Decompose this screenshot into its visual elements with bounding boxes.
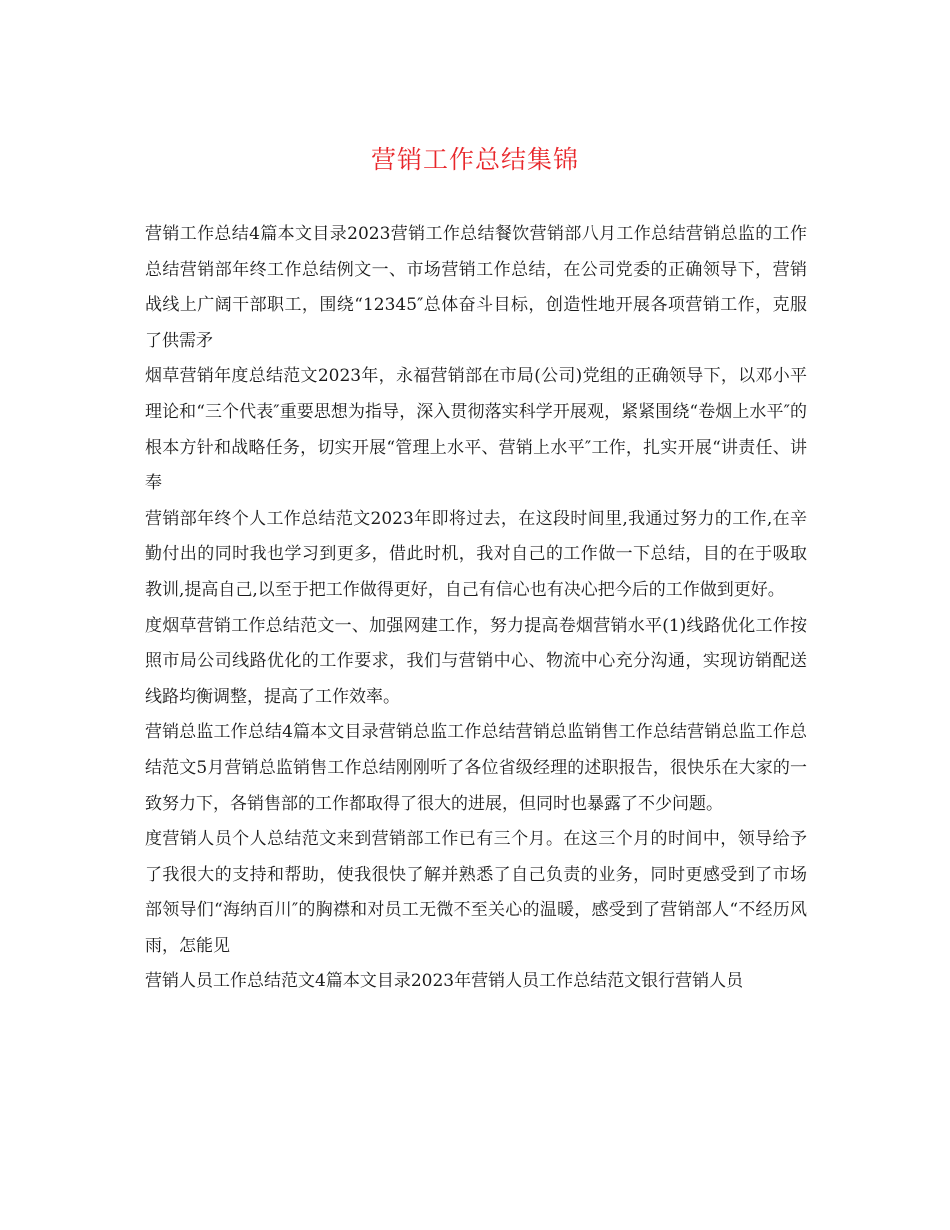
paragraph-3: 营销部年终个人工作总结范文2023年即将过去，在这段时间里,我通过努力的工作,在辛勤付出的同时我也学习到更多，借此时机，我对自己的工作做一下总结，目的在于吸取教训,提高自己,以至于把工作做得更好，自己有信心也有决心把今后的工作做到更好。 [145, 508, 807, 600]
paragraph-6: 度营销人员个人总结范文来到营销部工作已有三个月。在这三个月的时间中，领导给予了我很大的支持和帮助，使我很快了解并熟悉了自己负责的业务，同时更感受到了市场部领导们“海纳百川″的胸襟和对员工无微不至关心的温暖，感受到了营销部人“不经历风雨，怎能见 [145, 829, 807, 956]
paragraph-4: 度烟草营销工作总结范文一、加强网建工作，努力提高卷烟营销水平(1)线路优化工作按照市局公司线路优化的工作要求，我们与营销中心、物流中心充分沟通，实现访销配送线路均衡调整，提高了工作效率。 [145, 615, 807, 707]
paragraph-1: 营销工作总结4篇本文目录2023营销工作总结餐饮营销部八月工作总结营销总监的工作总结营销部年终工作总结例文一、市场营销工作总结，在公司党委的正确领导下，营销战线上广阔干部职工，围绕“12345″总体奋斗目标，创造性地开展各项营销工作，克服了供需矛 [145, 224, 807, 351]
paragraph-7: 营销人员工作总结范文4篇本文目录2023年营销人员工作总结范文银行营销人员 [145, 971, 744, 992]
paragraph-2: 烟草营销年度总结范文2023年，永福营销部在市局(公司)党组的正确领导下，以邓小平理论和“三个代表″重要思想为指导，深入贯彻落实科学开展观，紧紧围绕“卷烟上水平″的根本方针和战略任务，切实开展“管理上水平、营销上水平″工作，扎实开展“讲责任、讲奉 [145, 366, 807, 494]
document-body [145, 217, 807, 1000]
paragraph-5: 营销总监工作总结4篇本文目录营销总监工作总结营销总监销售工作总结营销总监工作总结范文5月营销总监销售工作总结刚刚听了各位省级经理的述职报告，很快乐在大家的一致努力下，各销售部的工作都取得了很大的进展，但同时也暴露了不少问题。 [145, 722, 807, 814]
document-title: 营销工作总结集锦 [370, 145, 579, 174]
